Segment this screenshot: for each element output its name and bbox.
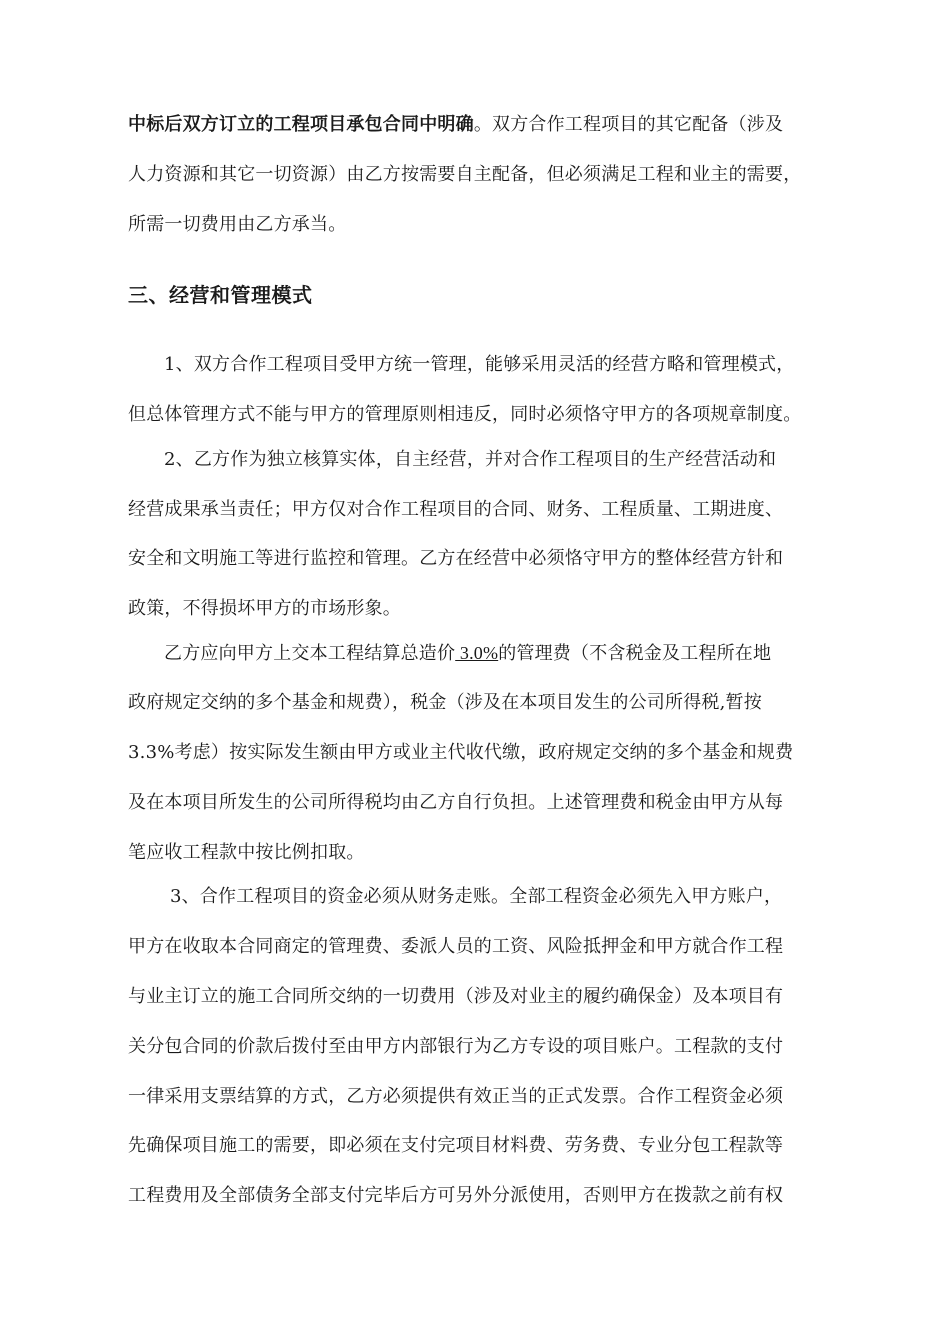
fee-line-4: 及在本项目所发生的公司所得税均由乙方自行负担。上述管理费和税金由甲方从每	[128, 792, 784, 813]
intro-line-1	[128, 112, 828, 138]
fee-line-3: 3.3%考虑）按实际发生额由甲方或业主代收代缴，政府规定交纳的多个基金和规费	[128, 742, 794, 763]
fee-line-5: 笔应收工程款中按比例扣取。	[128, 842, 365, 863]
item3-line-6: 先确保项目施工的需要，即必须在支付完项目材料费、劳务费、专业分包工程款等	[128, 1135, 784, 1156]
item1-line-1: 1、双方合作工程项目受甲方统一管理，能够采用灵活的经营方略和管理模式，	[164, 354, 795, 375]
item3-line-5: 一律采用支票结算的方式，乙方必须提供有效正当的正式发票。合作工程资金必须	[128, 1086, 784, 1107]
item2-line-2: 经营成果承当责任；甲方仅对合作工程项目的合同、财务、工程质量、工期进度、	[128, 499, 784, 520]
fee-line-1-pre: 乙方应向甲方上交本工程结算总造价	[164, 643, 456, 664]
item2-line-1: 2、乙方作为独立核算实体，自主经营，并对合作工程项目的生产经营活动和	[164, 449, 777, 470]
item2-line-3: 安全和文明施工等进行监控和管理。乙方在经营中必须恪守甲方的整体经营方针和	[128, 548, 784, 569]
fee-line-2: 政府规定交纳的多个基金和规费），税金（涉及在本项目发生的公司所得税,暂按	[128, 692, 762, 713]
item3-line-2: 甲方在收取本合同商定的管理费、委派人员的工资、风险抵押金和甲方就合作工程	[128, 936, 784, 957]
management-fee-rate: 3.0%	[455, 643, 499, 663]
fee-line-1	[164, 640, 828, 667]
item2-line-4: 政策，不得损坏甲方的市场形象。	[128, 598, 401, 619]
item3-line-4: 关分包合同的价款后拨付至由甲方内部银行为乙方专设的项目账户。工程款的支付	[128, 1036, 784, 1057]
intro-line-3: 所需一切费用由乙方承当。	[128, 214, 347, 235]
intro-line-1-rest: 。双方合作工程项目的其它配备（涉及	[473, 114, 784, 135]
item3-line-7: 工程费用及全部债务全部支付完毕后方可另外分派使用，否则甲方在拨款之前有权	[128, 1185, 784, 1206]
item3-line-3: 与业主订立的施工合同所交纳的一切费用（涉及对业主的履约确保金）及本项目有	[128, 986, 784, 1007]
intro-bold-text: 中标后双方订立的工程项目承包合同中明确	[128, 114, 474, 135]
section-heading: 三、经营和管理模式	[128, 283, 313, 307]
fee-line-1-post: 的管理费（不含税金及工程所在地	[498, 643, 772, 664]
item1-line-2: 但总体管理方式不能与甲方的管理原则相违反，同时必须恪守甲方的各项规章制度。	[128, 404, 802, 425]
intro-line-2: 人力资源和其它一切资源）由乙方按需要自主配备，但必须满足工程和业主的需要，	[128, 164, 802, 185]
item3-line-1: 3、合作工程项目的资金必须从财务走账。全部工程资金必须先入甲方账户，	[170, 886, 783, 907]
